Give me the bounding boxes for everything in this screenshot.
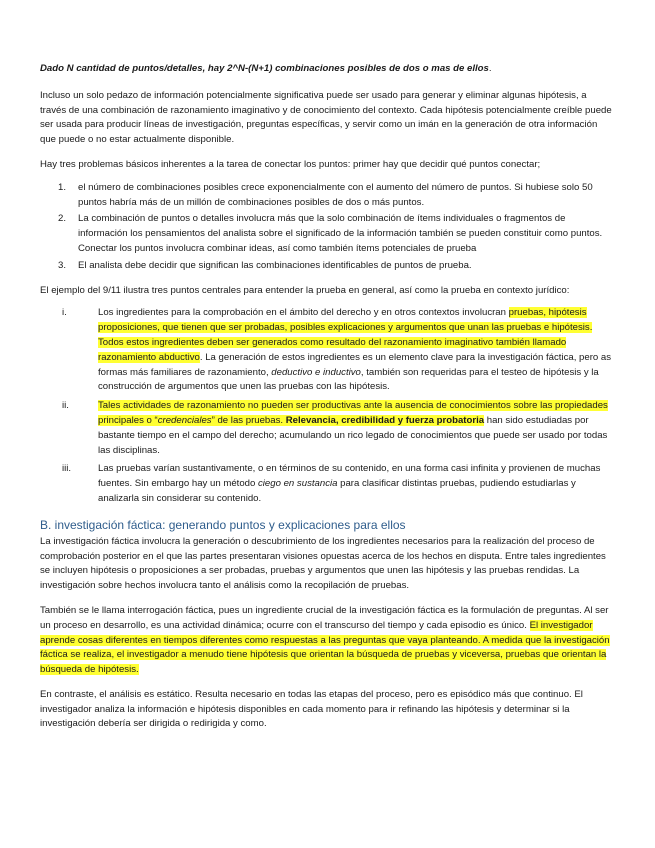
list-marker: 2.: [58, 213, 67, 225]
point-text: . La generación de estos ingredientes es un elemento clave para la investigación fáctica, pero as formas más familiares de razonamiento,: [98, 351, 612, 378]
point-text: Las pruebas varían sustantivamente, o en términos de su contenido, en una forma casi infinita y provienen de muchas fuentes. Sin embargo hay un método: [98, 463, 601, 490]
highlighted-text: El investigador aprende cosas diferentes en tiempos diferentes como respuestas a las preguntas que vaya planteando. A medida que la investigación fáctica se realiza, el investigador a menudo tiene hipótesis que orientan la búsqueda de pruebas y viceversa, pruebas que orientan la búsqueda de hipótesis.: [40, 619, 610, 676]
lead-formula-end: .: [488, 63, 492, 74]
highlighted-bold-text: Relevancia, credibilidad y fuerza probatoria: [285, 414, 485, 426]
paragraph-factual-interrogation: [40, 604, 615, 678]
paragraph-hypothesis: Incluso un solo pedazo de información potencialmente significativa puede ser usado para generar y eliminar algunas hipótesis, a través de una combinación de razonamiento imaginativo y de conocimiento del contexto. Cada hipótesis potencialmente creíble puede ser usada para producir líneas de investigación, preguntas específicas, y servir como un imán en la generación de otra información que puede o no estar actualmente disponible.: [40, 89, 612, 146]
point-text: , también son requeridas para el testeo de hipótesis y la construcción de argumentos que unen las pruebas con las hipótesis.: [98, 366, 599, 393]
paragraph-problems-intro: Hay tres problemas básicos inherentes a la tarea de conectar los puntos: primer hay que decidir qué puntos conectar;: [40, 158, 541, 170]
list-item-text: El analista debe decidir que significan las combinaciones identificables de puntos de prueba.: [78, 259, 472, 271]
point-text: han sido estudiadas por bastante tiempo en el campo del derecho; acumulando un rico legado de conocimientos que puede ser usado por todas las disciplinas.: [98, 414, 608, 456]
list-marker: i.: [62, 307, 67, 319]
list-item: [40, 306, 615, 395]
problems-list: [40, 181, 615, 274]
highlighted-text: ” de las pruebas.: [211, 414, 286, 426]
list-item: [40, 212, 615, 256]
list-item: [40, 462, 615, 506]
list-marker: ii.: [62, 400, 69, 412]
italic-text: deductivo e inductivo: [271, 366, 361, 378]
point-text: para clasificar distintas pruebas, pudiendo estudiarlas y analizarla sin considerar su contenido.: [98, 478, 576, 504]
highlighted-text: pruebas, hipótesis proposiciones, que tienen que ser probadas, posibles explicaciones y argumentos que unan las pruebas e hipótesis. Todos estos ingredientes deben ser generados como resultado del razonamiento imaginativo también llamado razonamiento abductivo: [98, 307, 593, 363]
list-marker: 1.: [58, 181, 67, 193]
italic-text: ciego en sustancia: [258, 478, 338, 490]
list-marker: 3.: [58, 259, 67, 271]
paragraph-analysis: En contraste, el análisis es estático. Resulta necesario en todas las etapas del proceso, pero es episódico más que continuo. El investigador analiza la información e hipótesis disponibles en cada momento para ir refinando las hipótesis y determinar si la investigación debería ser dirigida o redirigida y como.: [40, 688, 583, 730]
paragraph-example-intro: El ejemplo del 9/11 ilustra tres puntos centrales para entender la prueba en general, así como la prueba en contexto jurídico:: [40, 284, 570, 296]
list-item: [40, 181, 615, 211]
section-heading: B. investigación fáctica: generando puntos y explicaciones para ellos: [40, 517, 406, 532]
paragraph-text: También se le llama interrogación fáctica, pues un ingrediente crucial de la investigación fáctica es la formulación de preguntas. Al ser un proceso en desarrollo, es una actividad dinámica; ocurre con el transcurso del tiempo y cada episodio es único.: [40, 604, 609, 631]
lead-formula: [40, 62, 615, 77]
paragraph-factual-investigation: La investigación fáctica involucra la generación o descubrimiento de los ingredientes necesarios para la realización del proceso de comprobación posterior en el que las partes presentaran visiones opuestas acerca de los hechos en disputa. Entre tales ingredientes se incluyen hipótesis o proposiciones a ser probadas, pruebas y argumentos que unen las hipótesis y las pruebas rendidas. La investigación sobre hechos involucra tanto el análisis como la recopilación de pruebas.: [40, 535, 606, 592]
list-item-text: el número de combinaciones posibles crece exponencialmente con el aumento del número de puntos. Si hubiese solo 50 puntos habría más de un millón de combinaciones posibles de dos o más puntos.: [78, 181, 593, 208]
list-item: [40, 399, 615, 458]
point-text: Los ingredientes para la comprobación en el ámbito del derecho y en otros contextos involucran: [98, 307, 509, 319]
list-marker: iii.: [62, 463, 72, 475]
list-item-text: La combinación de puntos o detalles involucra más que la solo combinación de ítems individuales o fragmentos de información los pensamientos del analista sobre el significado de la información también se pueden constituir como puntos. Conectar los puntos involucra combinar ideas, así como también ítems potenciales de prueba: [78, 213, 603, 254]
list-item: [40, 259, 615, 274]
highlighted-italic-text: credenciales: [157, 414, 212, 426]
highlighted-text: Tales actividades de razonamiento no pueden ser productivas ante la ausencia de conocimientos sobre las propiedades principales o “: [98, 400, 608, 426]
points-list: [40, 306, 615, 506]
lead-formula-text: Dado N cantidad de puntos/detalles, hay 2^N-(N+1) combinaciones posibles de dos o mas de ellos: [40, 63, 489, 74]
